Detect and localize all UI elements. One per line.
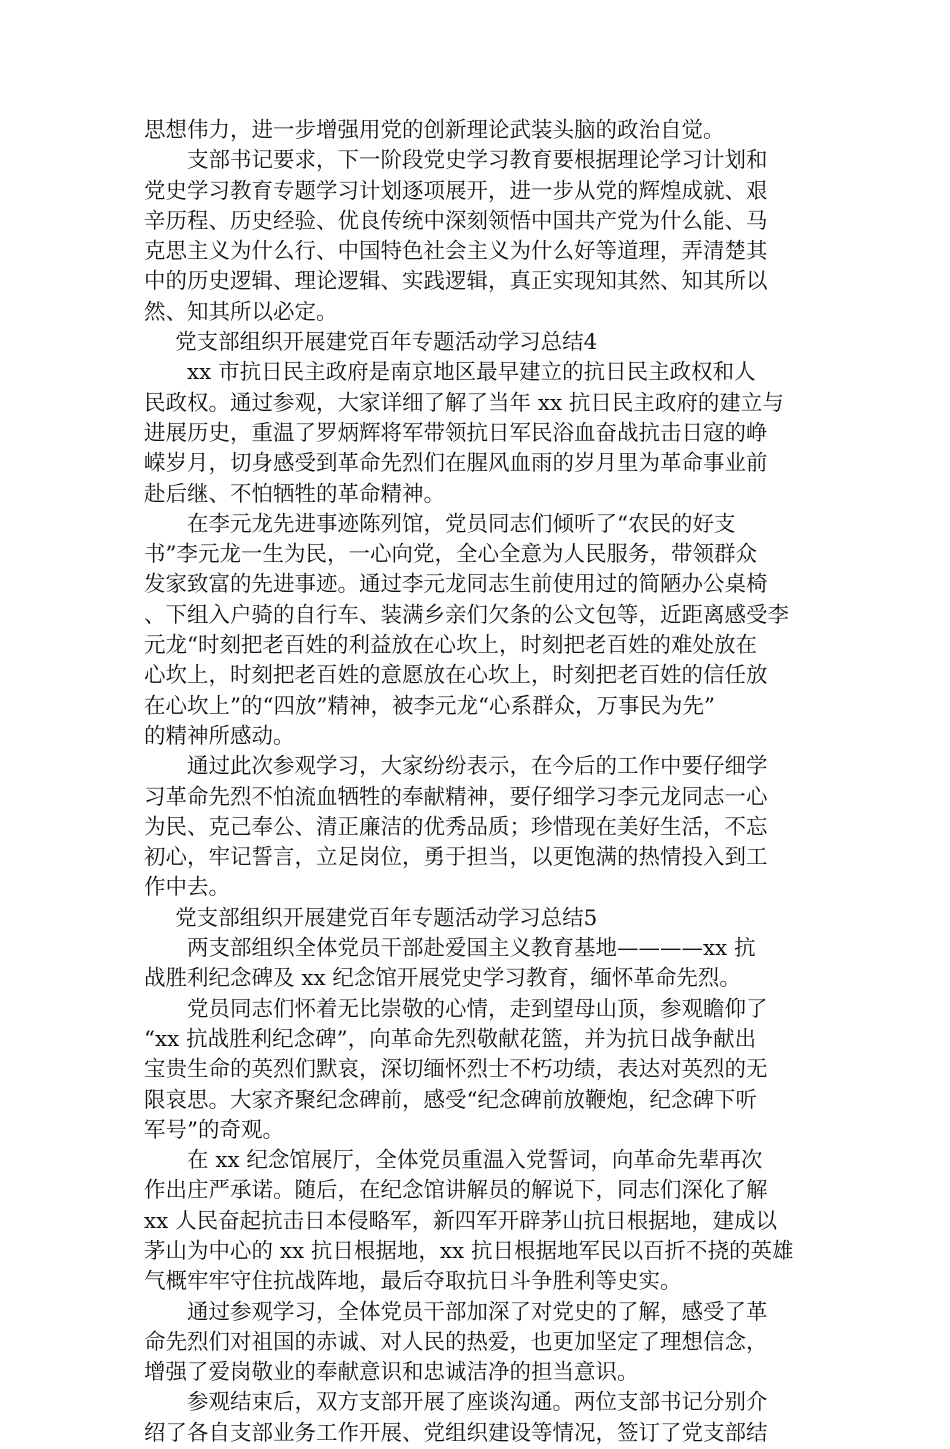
- text-line: 参观结束后，双方支部开展了座谈沟通。两位支部书记分别介: [187, 1390, 768, 1416]
- text-line: 战胜利纪念碑及 xx 纪念馆开展党史学习教育，缅怀革命先烈。: [144, 966, 741, 992]
- text-line: 思想伟力，进一步增强用党的创新理论武装头脑的政治自觉。: [144, 118, 725, 143]
- text-line: 心坎上，时刻把老百姓的意愿放在心坎上，时刻把老百姓的信任放: [144, 663, 768, 689]
- text-line: 党员同志们怀着无比崇敬的心情，走到望母山顶，参观瞻仰了: [187, 996, 768, 1022]
- text-line: 宝贵生命的英烈们默哀，深切缅怀烈士不朽功绩，表达对英烈的无: [144, 1057, 768, 1083]
- text-line: 军号”的奇观。: [144, 1117, 284, 1143]
- text-line: 增强了爱岗敬业的奉献意识和忠诚洁净的担当意识。: [144, 1360, 639, 1386]
- text-line: 气概牢牢守住抗战阵地，最后夺取抗日斗争胜利等史实。: [144, 1269, 682, 1295]
- text-line: 、下组入户骑的自行车、装满乡亲们欠条的公文包等，近距离感受李: [144, 602, 790, 628]
- text-line: 两支部组织全体党员干部赴爱国主义教育基地————xx 抗: [187, 936, 756, 962]
- text-line: 通过参观学习，全体党员干部加深了对党史的了解，感受了革: [187, 1299, 768, 1325]
- text-line: 在 xx 纪念馆展厅，全体党员重温入党誓词，向革命先辈再次: [187, 1148, 763, 1174]
- text-line: xx 人民奋起抗击日本侵略军，新四军开辟茅山抗日根据地，建成以: [144, 1208, 778, 1234]
- text-line: 发家致富的先进事迹。通过李元龙同志生前使用过的简陋办公桌椅: [144, 572, 768, 598]
- text-line: 进展历史，重温了罗炳辉将军带领抗日军民浴血奋战抗击日寇的峥: [144, 420, 768, 446]
- text-line: 中的历史逻辑、理论逻辑、实践逻辑，真正实现知其然、知其所以: [144, 269, 768, 295]
- text-line: 克思主义为什么行、中国特色社会主义为什么好等道理，弄清楚其: [144, 239, 768, 265]
- text-line: 元龙“时刻把老百姓的利益放在心坎上，时刻把老百姓的难处放在: [144, 633, 757, 659]
- text-line: 然、知其所以必定。: [144, 299, 338, 325]
- text-line: 限哀思。大家齐聚纪念碑前，感受“纪念碑前放鞭炮，纪念碑下听: [144, 1087, 757, 1113]
- text-line: 初心，牢记誓言，立足岗位，勇于担当，以更饱满的热情投入到工: [144, 845, 768, 871]
- text-line: “xx 抗战胜利纪念碑”，向革命先烈敬献花篮，并为抗日战争献出: [144, 1026, 757, 1052]
- section-heading: 党支部组织开展建党百年专题活动学习总结4: [175, 330, 598, 356]
- text-line: 在李元龙先进事迹陈列馆，党员同志们倾听了“农民的好支: [187, 511, 736, 537]
- section-heading: 党支部组织开展建党百年专题活动学习总结5: [175, 905, 598, 931]
- text-line: 茅山为中心的 xx 抗日根据地，xx 抗日根据地军民以百折不挠的英雄: [144, 1238, 794, 1264]
- text-line: 书”李元龙一生为民，一心向党，全心全意为人民服务，带领群众: [144, 542, 757, 568]
- text-line: 嵘岁月，切身感受到革命先烈们在腥风血雨的岁月里为革命事业前: [144, 451, 768, 477]
- text-line: 民政权。通过参观，大家详细了解了当年 xx 抗日民主政府的建立与: [144, 390, 784, 416]
- text-line: 支部书记要求，下一阶段党史学习教育要根据理论学习计划和: [187, 148, 768, 174]
- text-line: 党史学习教育专题学习计划逐项展开，进一步从党的辉煌成就、艰: [144, 178, 768, 204]
- document-page: [144, 116, 810, 1449]
- text-line: 习革命先烈不怕流血牺牲的奉献精神，要仔细学习李元龙同志一心: [144, 784, 768, 810]
- text-line: 绍了各自支部业务工作开展、党组织建设等情况，签订了党支部结: [144, 1420, 768, 1446]
- text-line: 在心坎上”的“四放”精神，被李元龙“心系群众，万事民为先”: [144, 693, 715, 719]
- text-line: 作中去。: [144, 875, 231, 901]
- text-line: 赴后继、不怕牺牲的革命精神。: [144, 481, 446, 507]
- text-line: 作出庄严承诺。随后，在纪念馆讲解员的解说下，同志们深化了解: [144, 1178, 768, 1204]
- text-line: 命先烈们对祖国的赤诚、对人民的热爱，也更加坚定了理想信念，: [144, 1329, 768, 1355]
- text-line: 辛历程、历史经验、优良传统中深刻领悟中国共产党为什么能、马: [144, 208, 768, 234]
- text-line: 的精神所感动。: [144, 723, 295, 749]
- text-line: xx 市抗日民主政府是南京地区最早建立的抗日民主政权和人: [187, 360, 756, 386]
- text-line: 通过此次参观学习，大家纷纷表示，在今后的工作中要仔细学: [187, 754, 768, 780]
- text-line: 为民、克己奉公、清正廉洁的优秀品质；珍惜现在美好生活，不忘: [144, 814, 768, 840]
